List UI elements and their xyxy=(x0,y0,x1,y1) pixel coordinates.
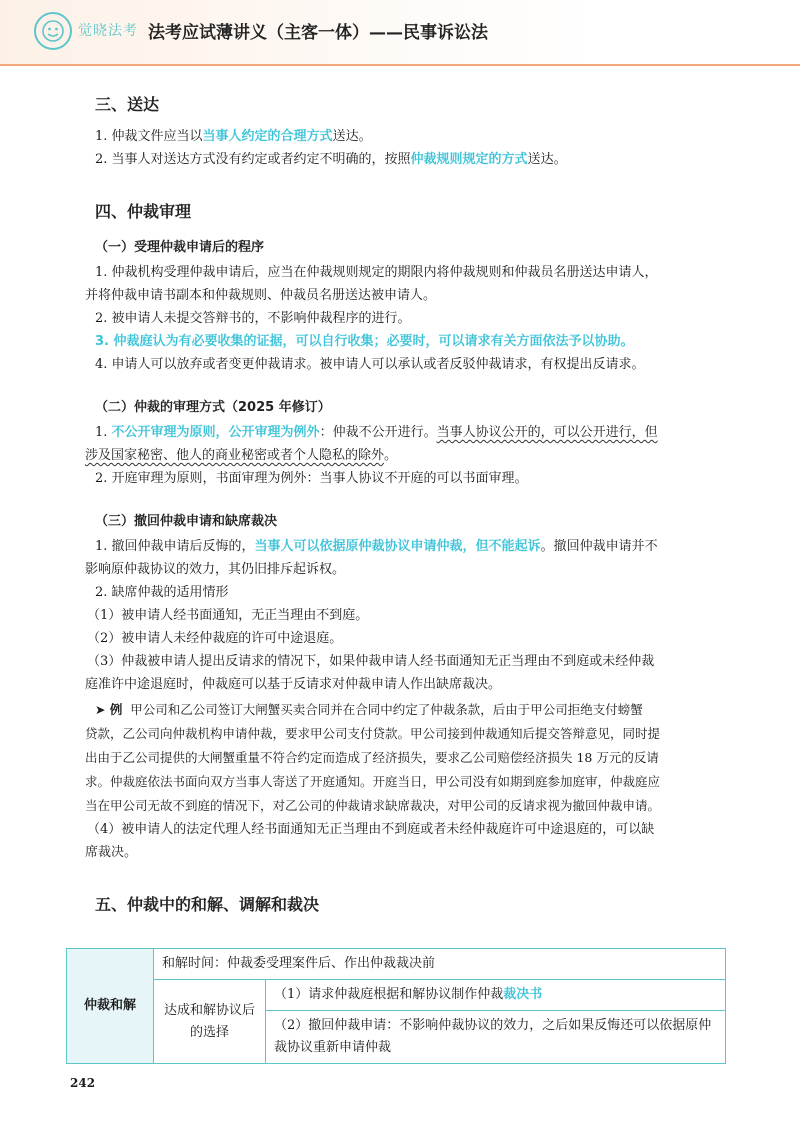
wavy-underline-text: 涉及国家秘密、他人的商业秘密或者个人隐私的除外 xyxy=(85,448,385,463)
list-item: 庭准许中途退庭时，仲裁庭可以基于反请求对仲裁申请人作出缺席裁决。 xyxy=(85,677,502,692)
text: 。 xyxy=(384,448,398,463)
section-heading-arbitration-hearing: 四、仲裁审理 xyxy=(95,202,192,221)
example-marker: ➤ 例 xyxy=(95,702,123,717)
text: 1. 仲裁文件应当以 xyxy=(95,129,203,144)
page-number: 242 xyxy=(70,1076,96,1090)
text: 1. 撤回仲裁申请后反悔的， xyxy=(95,539,255,554)
highlight-text: 不公开审理为原则，公开审理为例外 xyxy=(111,425,320,440)
list-item: （4）被申请人的法定代理人经书面通知无正当理由不到庭或者未经仲裁庭许可中途退庭的，可以缺 xyxy=(87,822,655,837)
text: 送达。 xyxy=(332,129,372,144)
text: 2. 当事人对送达方式没有约定或者约定不明确的，按照 xyxy=(95,152,411,167)
text: ：仲裁不公开进行。 xyxy=(319,425,437,440)
example-line: 贷款，乙公司向仲裁机构申请仲裁，要求甲公司支付贷款。甲公司接到仲裁通知后提交答辩意见，同时提 xyxy=(85,726,661,741)
example-line: 出由于乙公司提供的大闸蟹重量不符合约定而造成了经济损失，要求乙公司赔偿经济损失 18 万元的反请 xyxy=(85,750,659,765)
table-subheader xyxy=(154,980,266,1064)
header-divider xyxy=(0,64,800,66)
text: 的选择 xyxy=(189,1024,229,1040)
example-line: 当在甲公司无故不到庭的情况下，对乙公司的仲裁请求缺席裁决，对甲公司的反请求视为撤回仲裁申请。 xyxy=(85,798,661,813)
subsection-heading: （三）撤回仲裁申请和缺席裁决 xyxy=(95,514,278,529)
settlement-table xyxy=(66,948,726,1064)
highlight-paragraph: 3. 仲裁庭认为有必要收集的证据，可以自行收集；必要时，可以请求有关方面依法予以协助。 xyxy=(95,334,634,349)
paragraph: 影响原仲裁协议的效力，其仍旧排斥起诉权。 xyxy=(85,562,346,577)
paragraph: 并将仲裁申请书副本和仲裁规则、仲裁员名册送达被申请人。 xyxy=(85,288,437,303)
wavy-underline-text: 当事人协议公开的，可以公开进行，但 xyxy=(436,425,658,440)
face-logo-icon xyxy=(40,18,66,44)
paragraph xyxy=(85,444,735,467)
paragraph xyxy=(95,148,735,171)
text: 。撤回仲裁申请并不 xyxy=(540,539,658,554)
highlight-text: 裁决书 xyxy=(503,987,543,1002)
subsection-heading: （二）仲裁的审理方式（2025 年修订） xyxy=(95,400,331,415)
paragraph: 2. 被申请人未提交答辩书的，不影响仲裁程序的进行。 xyxy=(95,311,411,326)
section-heading-settlement: 五、仲裁中的和解、调解和裁决 xyxy=(95,895,320,914)
table-cell xyxy=(266,980,726,1011)
highlight-text: 当事人约定的合理方式 xyxy=(202,129,333,144)
table-row-header: 仲裁和解 xyxy=(67,949,154,1064)
text: （1）请求仲裁庭根据和解协议制作仲裁 xyxy=(274,987,504,1002)
paragraph xyxy=(95,125,735,148)
text: 送达。 xyxy=(527,152,567,167)
highlight-text: 当事人可以依据原仲裁协议申请仲裁，但不能起诉 xyxy=(254,539,541,554)
paragraph: 4. 申请人可以放弃或者变更仲裁请求。被申请人可以承认或者反驳仲裁请求，有权提出反请求。 xyxy=(95,357,645,372)
paragraph: 1. 仲裁机构受理仲裁申请后，应当在仲裁规则规定的期限内将仲裁规则和仲裁员名册送达申请人， xyxy=(95,265,658,280)
text: 1. xyxy=(95,425,112,440)
list-item: （1）被申请人经书面通知，无正当理由不到庭。 xyxy=(87,608,369,623)
list-item: （3）仲裁被申请人提出反请求的情况下，如果仲裁申请人经书面通知无正当理由不到庭或未经仲裁 xyxy=(87,654,655,669)
main-content xyxy=(85,88,735,915)
table-cell: 和解时间：仲裁委受理案件后、作出仲裁裁决前 xyxy=(154,949,726,980)
paragraph xyxy=(95,535,735,558)
brand-logo-icon xyxy=(34,12,72,50)
text: 达成和解协议后 xyxy=(163,1002,255,1018)
list-item: （2）被申请人未经仲裁庭的许可中途退庭。 xyxy=(87,631,343,646)
paragraph: 2. 开庭审理为原则，书面审理为例外：当事人协议不开庭的可以书面审理。 xyxy=(95,471,528,486)
list-item: 席裁决。 xyxy=(85,845,138,860)
table-row xyxy=(67,949,726,980)
text: 甲公司和乙公司签订大闸蟹买卖合同并在合同中约定了仲裁条款，后由于甲公司拒绝支付螃蟹 xyxy=(130,702,643,717)
brand-name: 觉晓法考 xyxy=(78,23,138,39)
paragraph: 2. 缺席仲裁的适用情形 xyxy=(95,585,229,600)
subsection-heading: （一）受理仲裁申请后的程序 xyxy=(95,240,265,255)
example-paragraph xyxy=(95,698,735,722)
section-heading-delivery: 三、送达 xyxy=(95,95,160,114)
table-cell: （2）撤回仲裁申请：不影响仲裁协议的效力，之后如果反悔还可以依据原仲裁协议重新申请仲裁 xyxy=(266,1011,726,1064)
example-line: 求。仲裁庭依法书面向双方当事人寄送了开庭通知。开庭当日，甲公司没有如期到庭参加庭审，仲裁庭应 xyxy=(85,774,661,789)
header-title: 法考应试薄讲义（主客一体）——民事诉讼法 xyxy=(148,23,488,43)
table-row xyxy=(67,980,726,1011)
paragraph xyxy=(95,421,735,444)
highlight-text: 仲裁规则规定的方式 xyxy=(410,152,528,167)
